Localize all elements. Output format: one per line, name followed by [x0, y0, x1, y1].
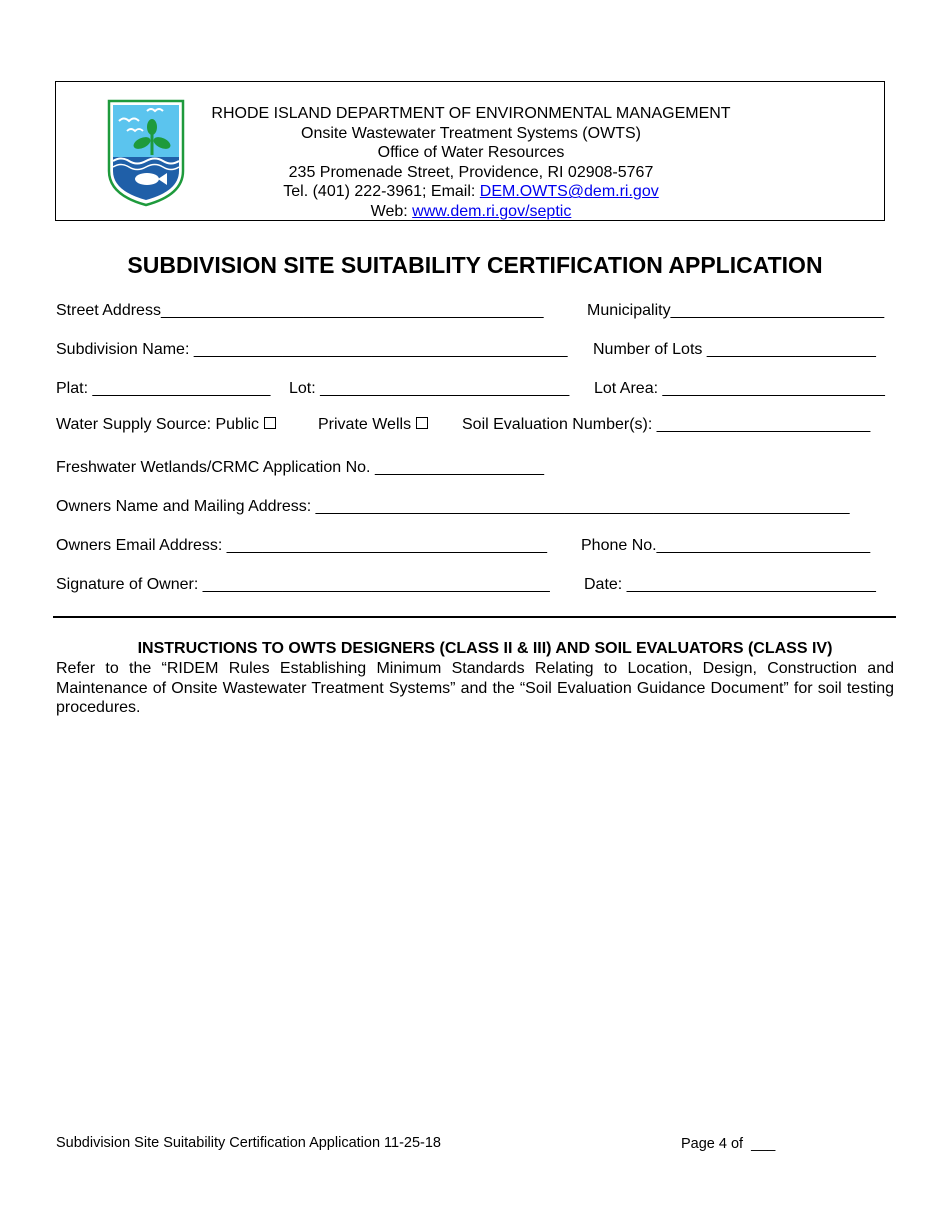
municipality-field[interactable]: Municipality________________________: [587, 302, 885, 319]
web-link[interactable]: www.dem.ri.gov/septic: [412, 202, 572, 220]
program-name: Onsite Wastewater Treatment Systems (OWTS): [301, 124, 641, 142]
contact-prefix: Tel. (401) 222-3961; Email:: [283, 183, 480, 201]
street-address-field[interactable]: Street Address___________________________________________: [56, 302, 544, 319]
lot-area-field[interactable]: Lot Area: _________________________: [594, 380, 885, 397]
water-supply-public: [56, 416, 276, 434]
footer-page-number: Page 4 of ___: [681, 1136, 776, 1152]
subdivision-name-field[interactable]: Subdivision Name: __________________________________________: [56, 341, 568, 358]
water-supply-label: Water Supply Source: Public: [56, 416, 260, 433]
owners-email-field[interactable]: Owners Email Address: ____________________________________: [56, 537, 548, 554]
instructions-body: Refer to the “RIDEM Rules Establishing Minimum Standards Relating to Location, Design, Construction and Maintenance of Onsite Wastewater Treatment Systems” and the “Soil Evaluation Guidance Document” for soil testing procedures.: [56, 660, 894, 716]
private-wells: [318, 416, 428, 434]
plat-field[interactable]: Plat: ____________________: [56, 380, 271, 397]
date-field[interactable]: Date: ____________________________: [584, 576, 876, 593]
street-address-header: 235 Promenade Street, Providence, RI 02908-5767: [288, 163, 654, 181]
lot-field[interactable]: Lot: ____________________________: [289, 380, 570, 397]
page-title: SUBDIVISION SITE SUITABILITY CERTIFICATION APPLICATION: [127, 252, 823, 278]
contact-line: [186, 182, 756, 202]
instructions-heading: INSTRUCTIONS TO OWTS DESIGNERS (CLASS II & III) AND SOIL EVALUATORS (CLASS IV): [137, 640, 833, 657]
web-line: [186, 202, 756, 222]
wetlands-application-field[interactable]: Freshwater Wetlands/CRMC Application No. ___________________: [56, 459, 545, 476]
soil-evaluation-field[interactable]: Soil Evaluation Number(s): ________________________: [462, 416, 871, 433]
office-name: Office of Water Resources: [377, 144, 565, 162]
letterhead-box: [55, 81, 885, 221]
public-checkbox[interactable]: [264, 417, 276, 429]
owners-name-address-field[interactable]: Owners Name and Mailing Address: ____________________________________________________________: [56, 498, 850, 515]
section-divider: [53, 616, 896, 618]
private-wells-label: Private Wells: [318, 416, 412, 433]
owner-signature-field[interactable]: Signature of Owner: _______________________________________: [56, 576, 550, 593]
ridem-logo-icon: [107, 99, 185, 207]
phone-field[interactable]: Phone No.________________________: [581, 537, 871, 554]
letterhead-text: [186, 104, 756, 222]
number-of-lots-field[interactable]: Number of Lots ___________________: [593, 341, 876, 358]
email-link[interactable]: DEM.OWTS@dem.ri.gov: [479, 183, 659, 201]
web-prefix: Web:: [370, 202, 413, 220]
footer-document-title: Subdivision Site Suitability Certification Application 11-25-18: [56, 1135, 442, 1151]
private-wells-checkbox[interactable]: [416, 417, 428, 429]
agency-name: RHODE ISLAND DEPARTMENT OF ENVIRONMENTAL MANAGEMENT: [211, 105, 731, 122]
